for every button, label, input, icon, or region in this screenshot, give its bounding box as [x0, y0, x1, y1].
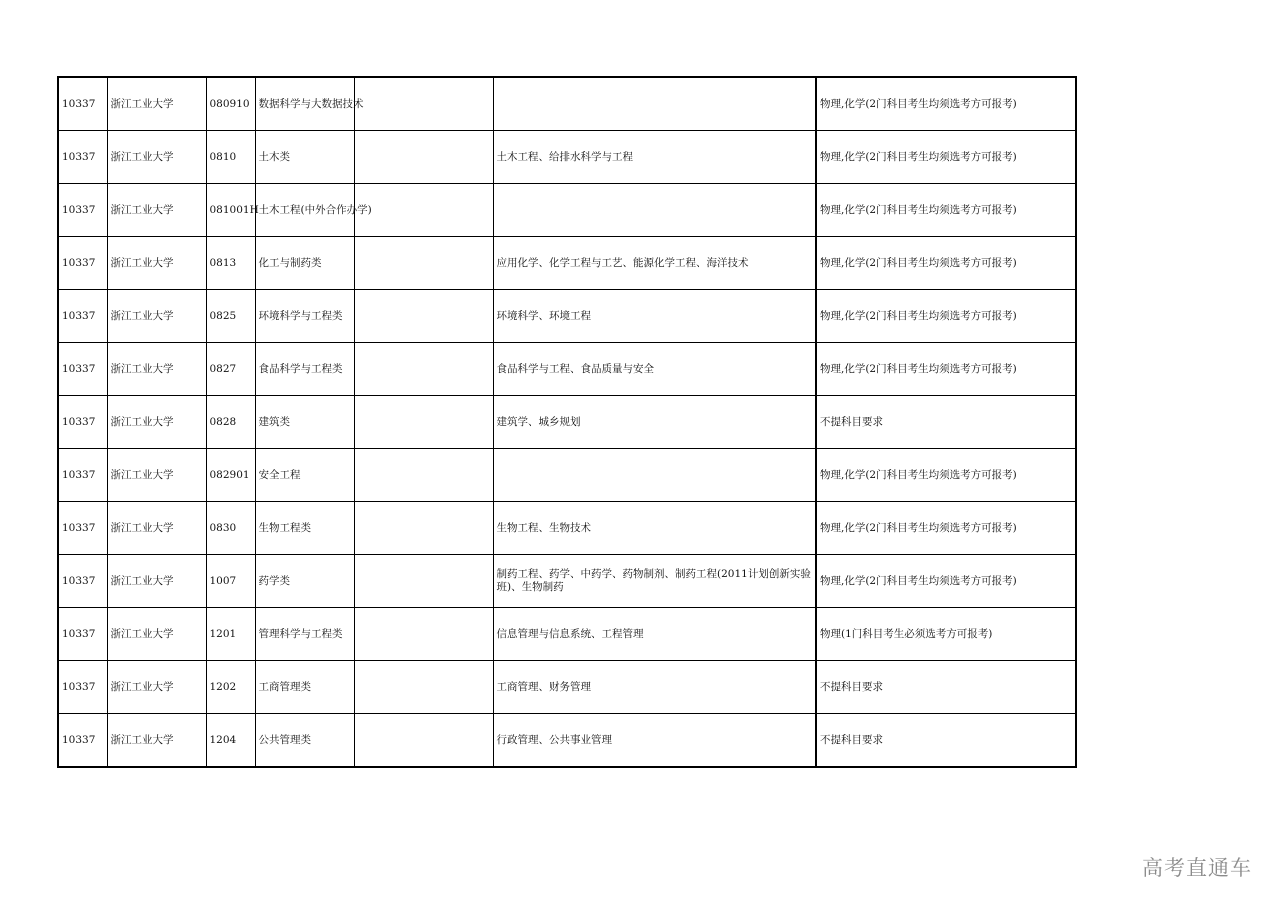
requirements-table: [57, 76, 1077, 768]
major-name-cell: 工商管理类: [255, 661, 354, 714]
school-name-cell: 浙江工业大学: [107, 661, 206, 714]
major-code-cell: 0810: [206, 131, 255, 184]
school-code-cell: 10337: [58, 77, 107, 131]
school-code-cell: 10337: [58, 237, 107, 290]
included-majors-cell: 工商管理、财务管理: [493, 661, 816, 714]
subject-requirement-cell: 物理,化学(2门科目考生均须选考方可报考): [816, 184, 1076, 237]
school-code-cell: 10337: [58, 343, 107, 396]
table-row: [58, 555, 1076, 608]
note-cell: [354, 502, 493, 555]
table-row: [58, 661, 1076, 714]
subject-requirement-cell: 物理,化学(2门科目考生均须选考方可报考): [816, 502, 1076, 555]
note-cell: [354, 608, 493, 661]
school-code-cell: 10337: [58, 555, 107, 608]
subject-requirement-cell: 物理,化学(2门科目考生均须选考方可报考): [816, 555, 1076, 608]
major-code-cell: 0828: [206, 396, 255, 449]
school-name-cell: 浙江工业大学: [107, 502, 206, 555]
note-cell: [354, 343, 493, 396]
major-name-cell: 生物工程类: [255, 502, 354, 555]
included-majors-cell: 环境科学、环境工程: [493, 290, 816, 343]
note-cell: [354, 237, 493, 290]
major-name-cell: 药学类: [255, 555, 354, 608]
school-name-cell: 浙江工业大学: [107, 290, 206, 343]
major-code-cell: 1201: [206, 608, 255, 661]
school-name-cell: 浙江工业大学: [107, 449, 206, 502]
major-code-cell: 082901: [206, 449, 255, 502]
table-row: [58, 184, 1076, 237]
school-name-cell: 浙江工业大学: [107, 237, 206, 290]
table-row: [58, 396, 1076, 449]
major-code-cell: 0813: [206, 237, 255, 290]
major-name-cell: 土木类: [255, 131, 354, 184]
major-name-cell: 化工与制药类: [255, 237, 354, 290]
subject-requirement-cell: 物理,化学(2门科目考生均须选考方可报考): [816, 343, 1076, 396]
subject-requirement-cell: 物理,化学(2门科目考生均须选考方可报考): [816, 237, 1076, 290]
school-name-cell: 浙江工业大学: [107, 77, 206, 131]
major-code-cell: 0827: [206, 343, 255, 396]
school-code-cell: 10337: [58, 661, 107, 714]
subject-requirement-cell: 不提科目要求: [816, 396, 1076, 449]
major-name-cell: 环境科学与工程类: [255, 290, 354, 343]
school-code-cell: 10337: [58, 714, 107, 768]
note-cell: [354, 449, 493, 502]
school-code-cell: 10337: [58, 608, 107, 661]
major-name-cell: 安全工程: [255, 449, 354, 502]
included-majors-cell: 信息管理与信息系统、工程管理: [493, 608, 816, 661]
included-majors-cell: 应用化学、化学工程与工艺、能源化学工程、海洋技术: [493, 237, 816, 290]
major-code-cell: 080910: [206, 77, 255, 131]
included-majors-cell: 土木工程、给排水科学与工程: [493, 131, 816, 184]
table-row: [58, 502, 1076, 555]
note-cell: [354, 290, 493, 343]
table-row: [58, 608, 1076, 661]
school-name-cell: 浙江工业大学: [107, 343, 206, 396]
school-name-cell: 浙江工业大学: [107, 555, 206, 608]
subject-requirement-cell: 物理(1门科目考生必须选考方可报考): [816, 608, 1076, 661]
included-majors-cell: [493, 184, 816, 237]
table-row: [58, 237, 1076, 290]
major-code-cell: 081001H: [206, 184, 255, 237]
note-cell: [354, 661, 493, 714]
note-cell: [354, 131, 493, 184]
subject-requirement-cell: 物理,化学(2门科目考生均须选考方可报考): [816, 290, 1076, 343]
table-row: [58, 449, 1076, 502]
school-code-cell: 10337: [58, 502, 107, 555]
table-row: [58, 714, 1076, 768]
subject-requirement-cell: 物理,化学(2门科目考生均须选考方可报考): [816, 131, 1076, 184]
included-majors-cell: 生物工程、生物技术: [493, 502, 816, 555]
included-majors-cell: 制药工程、药学、中药学、药物制剂、制药工程(2011计划创新实验班)、生物制药: [493, 555, 816, 608]
major-name-cell: 数据科学与大数据技术: [255, 77, 354, 131]
subject-requirement-cell: 物理,化学(2门科目考生均须选考方可报考): [816, 77, 1076, 131]
table-row: [58, 290, 1076, 343]
school-name-cell: 浙江工业大学: [107, 396, 206, 449]
school-name-cell: 浙江工业大学: [107, 184, 206, 237]
school-code-cell: 10337: [58, 184, 107, 237]
included-majors-cell: 行政管理、公共事业管理: [493, 714, 816, 768]
major-code-cell: 1007: [206, 555, 255, 608]
major-code-cell: 0825: [206, 290, 255, 343]
school-code-cell: 10337: [58, 449, 107, 502]
school-code-cell: 10337: [58, 396, 107, 449]
major-code-cell: 1204: [206, 714, 255, 768]
table-row: [58, 131, 1076, 184]
watermark-text: 高考直通车: [1142, 856, 1252, 880]
included-majors-cell: [493, 449, 816, 502]
school-code-cell: 10337: [58, 290, 107, 343]
major-name-cell: 食品科学与工程类: [255, 343, 354, 396]
school-name-cell: 浙江工业大学: [107, 131, 206, 184]
table-row: [58, 343, 1076, 396]
note-cell: [354, 184, 493, 237]
note-cell: [354, 714, 493, 768]
subject-requirement-cell: 不提科目要求: [816, 714, 1076, 768]
major-name-cell: 土木工程(中外合作办学): [255, 184, 354, 237]
subject-requirement-cell: 物理,化学(2门科目考生均须选考方可报考): [816, 449, 1076, 502]
table-body: [58, 77, 1076, 767]
school-name-cell: 浙江工业大学: [107, 714, 206, 768]
major-code-cell: 0830: [206, 502, 255, 555]
included-majors-cell: [493, 77, 816, 131]
note-cell: [354, 555, 493, 608]
included-majors-cell: 建筑学、城乡规划: [493, 396, 816, 449]
major-name-cell: 建筑类: [255, 396, 354, 449]
table-row: [58, 77, 1076, 131]
school-code-cell: 10337: [58, 131, 107, 184]
note-cell: [354, 77, 493, 131]
included-majors-cell: 食品科学与工程、食品质量与安全: [493, 343, 816, 396]
major-name-cell: 公共管理类: [255, 714, 354, 768]
note-cell: [354, 396, 493, 449]
major-code-cell: 1202: [206, 661, 255, 714]
subject-requirement-cell: 不提科目要求: [816, 661, 1076, 714]
major-name-cell: 管理科学与工程类: [255, 608, 354, 661]
school-name-cell: 浙江工业大学: [107, 608, 206, 661]
